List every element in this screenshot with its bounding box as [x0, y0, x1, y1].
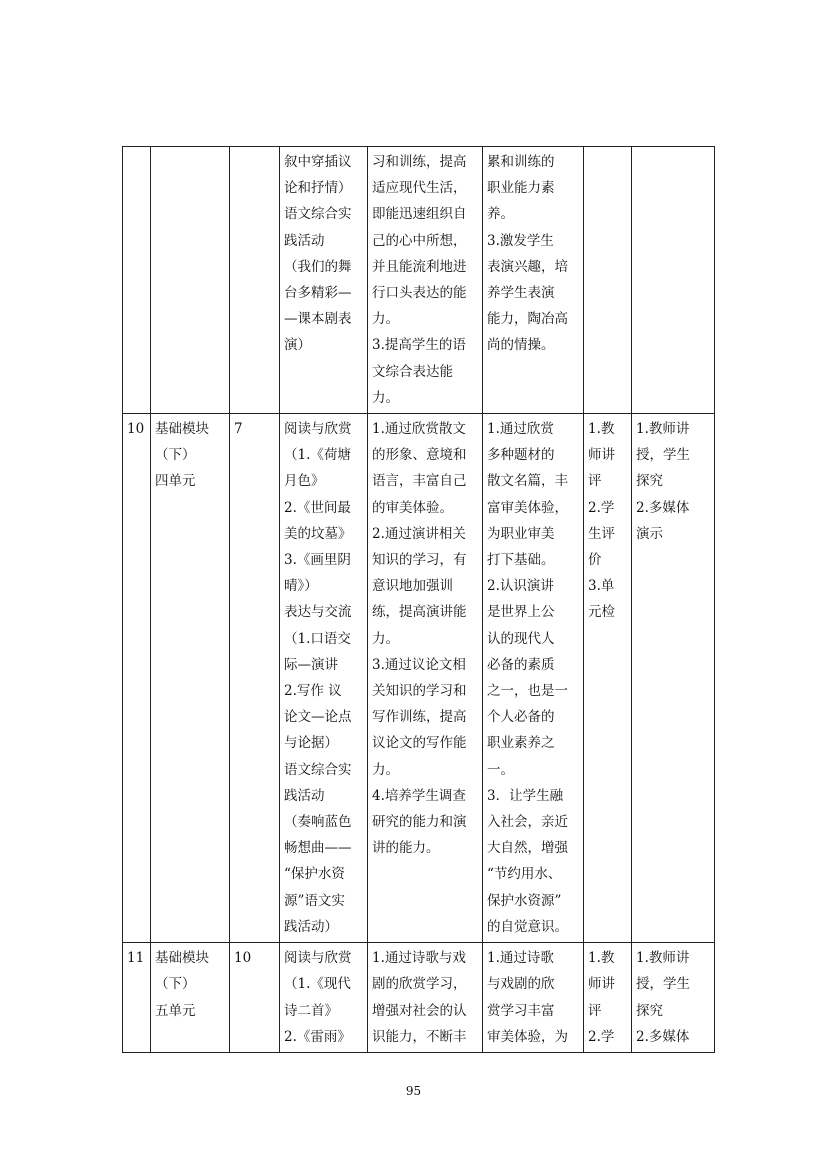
cell-line: 基础模块 [155, 950, 209, 967]
cell-line: 3.单 [588, 578, 615, 595]
course-plan-table [122, 146, 715, 1053]
cell-line: 探究 [636, 1002, 663, 1019]
cell-line: 师讲 [588, 447, 615, 464]
cell-line: 力。 [372, 311, 399, 328]
assessment-cell [584, 147, 632, 414]
row-number-cell [123, 414, 151, 943]
cell-line: 多种题材的 [487, 447, 555, 464]
cell-line: 保护水资源” [487, 892, 562, 909]
cell-line: 语言，丰富自己 [372, 473, 467, 490]
cell-text: 10 [234, 950, 252, 967]
cell-line: 赏学习丰富 [487, 1002, 555, 1019]
assessment-cell [584, 414, 632, 943]
cell-line: 职业能力素 [487, 180, 555, 197]
assessment-cell [584, 943, 632, 1053]
cell-line: （下） [155, 447, 196, 464]
cell-line: 授，学生 [636, 976, 690, 993]
cell-line: 1.教 [588, 421, 615, 438]
cell-line: 阅读与欣赏 [284, 950, 352, 967]
cell-line: 知识的学习，有 [372, 552, 467, 569]
cell-line: 力。 [372, 389, 399, 406]
cell-line: 是世界上公 [487, 604, 555, 621]
cell-line: 语文综合实 [284, 206, 352, 223]
cell-line: 2.《世间最 [284, 499, 351, 516]
cell-line: 行口头表达的能 [372, 285, 467, 302]
cell-line: 职业素养之 [487, 735, 555, 752]
cell-line: 演示 [636, 525, 663, 542]
cell-line: 尚的情操。 [487, 337, 555, 354]
cell-line: 四单元 [155, 473, 196, 490]
cell-line: 打下基础。 [487, 552, 555, 569]
cell-line: “节约用水、 [487, 866, 562, 883]
cell-line: 养学生表演 [487, 285, 555, 302]
cell-line: 入社会，亲近 [487, 814, 568, 831]
cell-line: 3．让学生融 [487, 787, 564, 804]
cell-line: 能力，陶冶高 [487, 311, 568, 328]
goals-cell [368, 414, 483, 943]
cell-line: 力。 [372, 761, 399, 778]
cell-line: （1.《现代 [284, 976, 351, 993]
cell-line: 写作训练，提高 [372, 709, 467, 726]
ability-cell [483, 147, 584, 414]
hours-cell [230, 147, 280, 414]
cell-line: 基础模块 [155, 421, 209, 438]
cell-line: 己的心中所想， [372, 232, 467, 249]
method-cell [632, 147, 715, 414]
hours-cell [230, 414, 280, 943]
cell-line: 认的现代人 [487, 630, 555, 647]
cell-line: （1.口语交 [284, 630, 351, 647]
cell-line: 散文名篇，丰 [487, 473, 568, 490]
cell-line: 2.认识演讲 [487, 578, 554, 595]
cell-line: 2.学 [588, 499, 615, 516]
module-cell [151, 943, 230, 1053]
cell-line: 练，提高演讲能 [372, 604, 467, 621]
cell-line: 适应现代生活， [372, 180, 467, 197]
cell-line: 1.教师讲 [636, 421, 690, 438]
cell-line: 意识地加强训 [372, 578, 453, 595]
cell-line: 美的坟墓》 [284, 525, 352, 542]
row-number-cell [123, 943, 151, 1053]
content-cell [280, 414, 368, 943]
table-row [123, 147, 715, 414]
cell-line: 畅想曲—— [284, 840, 352, 857]
cell-line: 富审美体验， [487, 499, 568, 516]
cell-line: 诗二首》 [284, 1002, 338, 1019]
cell-line: 表演兴趣，培 [487, 258, 568, 275]
goals-cell [368, 943, 483, 1053]
cell-line: 累和训练的 [487, 154, 555, 170]
cell-line: 价 [588, 552, 602, 569]
cell-line: 2.多媒体 [636, 499, 690, 516]
cell-line: 3.提高学生的语 [372, 337, 466, 354]
cell-line: “保护水资 [284, 866, 345, 883]
cell-line: 必备的素质 [487, 656, 555, 673]
cell-line: 与戏剧的欣 [487, 976, 555, 993]
cell-line: 1.通过诗歌与戏 [372, 950, 466, 967]
goals-cell [368, 147, 483, 414]
cell-line: 阅读与欣赏 [284, 421, 352, 438]
cell-line: 3.通过议论文相 [372, 656, 466, 673]
cell-line: 4.培养学生调查 [372, 787, 466, 804]
cell-line: 2.《雷雨》 [284, 1028, 351, 1045]
cell-line: 2.多媒体 [636, 1028, 690, 1045]
cell-line: 元检 [588, 604, 615, 621]
module-cell [151, 414, 230, 943]
cell-line: 大自然，增强 [487, 840, 568, 857]
cell-line: 剧的欣赏学习， [372, 976, 467, 993]
hours-cell [230, 943, 280, 1053]
cell-line: 的自觉意识。 [487, 918, 568, 935]
cell-line: —课本剧表 [284, 311, 352, 328]
cell-line: （下） [155, 976, 196, 993]
cell-line: （我们的舞 [284, 258, 352, 275]
cell-line: 1.教师讲 [636, 950, 690, 967]
cell-line: 授，学生 [636, 447, 690, 464]
cell-line: 力。 [372, 630, 399, 647]
cell-line: 论文—论点 [284, 709, 352, 726]
ability-cell [483, 943, 584, 1053]
cell-line: 台多精彩— [284, 285, 352, 302]
cell-line: 3.《画里阴 [284, 552, 351, 569]
cell-line: 评 [588, 1002, 602, 1019]
cell-line: 1.通过诗歌 [487, 950, 554, 967]
cell-line: 2.学 [588, 1028, 615, 1045]
cell-line: 识能力，不断丰 [372, 1028, 467, 1045]
cell-line: 际—演讲 [284, 656, 338, 673]
cell-line: 探究 [636, 473, 663, 490]
row-number-cell [123, 147, 151, 414]
cell-line: 的审美体验。 [372, 499, 453, 516]
cell-line: 生评 [588, 525, 615, 542]
cell-line: 审美体验，为 [487, 1028, 568, 1045]
table-row [123, 414, 715, 943]
content-cell [280, 147, 368, 414]
cell-line: 3.激发学生 [487, 232, 554, 249]
cell-line: 语文综合实 [284, 761, 352, 778]
cell-line: 师讲 [588, 976, 615, 993]
cell-line: 演） [284, 337, 311, 354]
cell-line: 晴》） [284, 578, 318, 595]
cell-line: 并且能流利地进 [372, 258, 467, 275]
cell-line: 叙中穿插议 [284, 154, 352, 170]
cell-line: 1.通过欣赏 [487, 421, 554, 438]
cell-line: 为职业审美 [487, 525, 555, 542]
cell-line: 研究的能力和演 [372, 814, 467, 831]
cell-line: （奏响蓝色 [284, 814, 352, 831]
content-cell [280, 943, 368, 1053]
cell-line: 之一，也是一 [487, 683, 568, 700]
cell-text: 7 [234, 421, 243, 438]
cell-line: 论和抒情） [284, 180, 352, 197]
cell-line: 评 [588, 473, 602, 490]
cell-text: 11 [127, 950, 145, 967]
cell-line: 的形象、意境和 [372, 447, 467, 464]
cell-line: 践活动 [284, 232, 325, 249]
cell-line: 一。 [487, 761, 514, 778]
cell-line: 1.通过欣赏散文 [372, 421, 466, 438]
cell-line: 个人必备的 [487, 709, 555, 726]
cell-line: 1.教 [588, 950, 615, 967]
cell-line: 五单元 [155, 1002, 196, 1019]
cell-line: 源”语文实 [284, 892, 345, 909]
cell-line: 与论据） [284, 735, 338, 752]
cell-line: 增强对社会的认 [372, 1002, 467, 1019]
cell-text: 10 [127, 421, 145, 438]
cell-line: 表达与交流 [284, 604, 352, 621]
page-number: 95 [405, 1084, 422, 1098]
cell-line: 关知识的学习和 [372, 683, 467, 700]
cell-line: 议论文的写作能 [372, 735, 467, 752]
cell-line: 文综合表达能 [372, 363, 453, 380]
ability-cell [483, 414, 584, 943]
cell-line: 2.写作 议 [284, 683, 342, 700]
module-cell [151, 147, 230, 414]
cell-line: 习和训练，提高 [372, 154, 467, 170]
cell-line: 2.通过演讲相关 [372, 525, 466, 542]
cell-line: （1.《荷塘 [284, 447, 351, 464]
cell-line: 即能迅速组织自 [372, 206, 467, 223]
method-cell [632, 943, 715, 1053]
cell-line: 月色》 [284, 473, 325, 490]
cell-line: 讲的能力。 [372, 840, 440, 857]
table-row [123, 943, 715, 1053]
cell-line: 践活动 [284, 787, 325, 804]
cell-line: 践活动） [284, 918, 338, 935]
cell-line: 养。 [487, 206, 514, 223]
method-cell [632, 414, 715, 943]
